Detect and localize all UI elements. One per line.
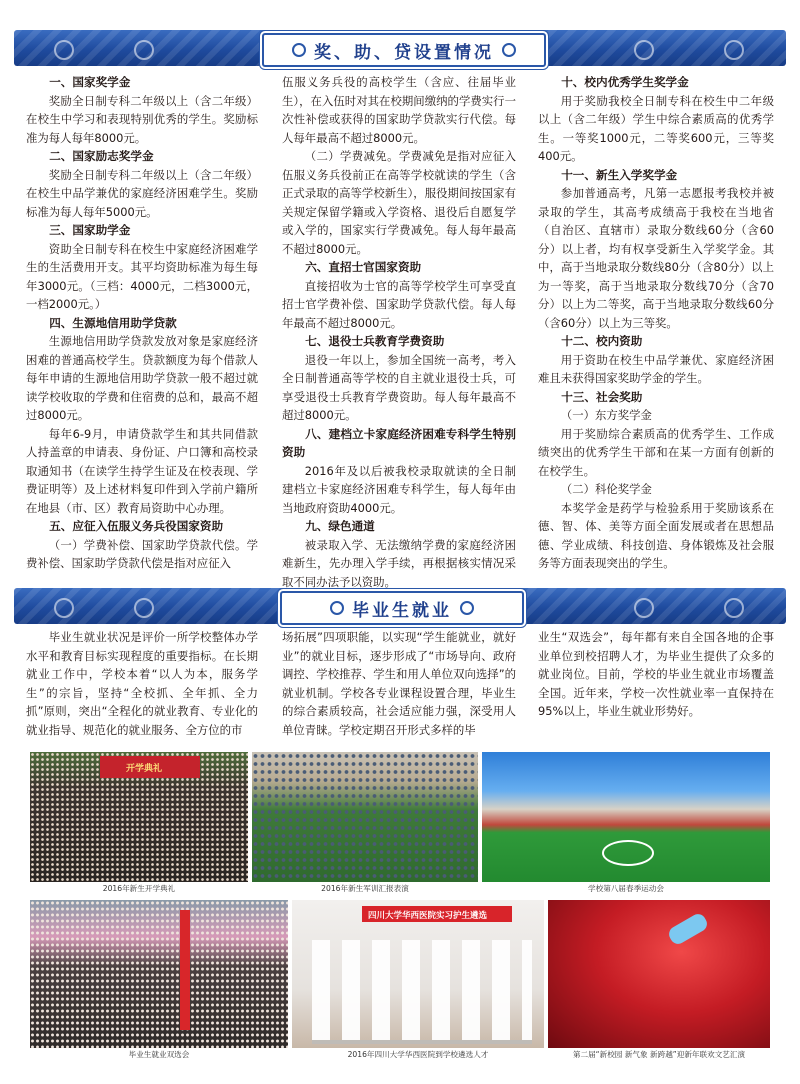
caption-military-training: 2016年新生军训汇报表演 <box>321 884 409 893</box>
photo-military-training <box>252 752 478 882</box>
text-dongfang-scholarship: 用于奖励综合素质高的优秀学生、工作成绩突出的优秀学生干部和在某一方面有创新的在校学生。 <box>538 426 774 478</box>
photo-job-fair <box>30 900 288 1048</box>
text-national-scholarship: 奖励全日制专科二年级以上（含二年级）在校生中学习和表现特别优秀的学生。奖励标准为每人每年8000元。 <box>26 93 258 145</box>
text-tuition-waiver: （二）学费减免。学费减免是指对应征入伍服义务兵役前正在高等学校就读的学生（含正式录取的高等学校新生），服役期间按国家有关规定保留学籍或入学资格、退役后自愿复学或入学的，国家实行学费减免。每人每年最高不超过8000元。 <box>282 149 516 256</box>
recruitment-banner-text: 四川大学华西医院实习护生遴选 <box>368 911 488 921</box>
photo-hospital-recruitment <box>292 900 544 1048</box>
section-title-employment: 毕业生就业 <box>352 600 452 621</box>
ceremony-stage-sign: 开学典礼 <box>126 764 163 774</box>
subheading-kelun-scholarship: （二）科伦奖学金 <box>560 482 652 496</box>
text-kelun-scholarship: 本奖学金是药学与检验系用于奖励该系在德、智、体、美等方面全面发展或者在思想品德、学业成绩、科技创造、身体锻炼及社会服务等方面表现突出的学生。 <box>538 500 774 570</box>
text-employment-2: 场拓展”四项职能，以实现“学生能就业，就好业”的就业目标，逐步形成了“市场导向、政府调控、学校推荐、学生和用人单位双向选择”的就业机制。学校各专业课程设置合理，毕业生的综合素质较高，社会适应能力强，深受用人单位青睐。学校定期召开形式多样的毕 <box>282 630 516 737</box>
heading-school-aid: 十二、校内资助 <box>561 334 643 348</box>
text-special-aid: 2016年及以后被我校录取就读的全日制建档立卡家庭经济困难专科学生，每人每年由当地政府资助4000元。 <box>282 463 516 515</box>
heading-veteran-aid: 七、退役士兵教育学费资助 <box>305 334 445 348</box>
plaque-ornament <box>460 601 474 615</box>
text-school-scholarship: 用于奖励我校全日制专科在校生中二年级以上（含二年级）学生中综合素质高的优秀学生。一等奖1000元，二等奖600元，三等奖400元。 <box>538 93 774 163</box>
banner-ornament <box>634 598 654 618</box>
text-school-aid: 用于资助在校生中品学兼优、家庭经济困难且未获得国家奖助学金的学生。 <box>538 352 774 385</box>
heading-social-aid: 十三、社会奖助 <box>561 389 643 404</box>
caption-opening-ceremony: 2016年新生开学典礼 <box>102 884 176 893</box>
heading-inspirational-scholarship: 二、国家励志奖学金 <box>49 149 154 163</box>
banner-ornament <box>134 40 154 60</box>
caption-sports-meet: 学校第八届春季运动会 <box>588 884 664 893</box>
caption-new-year-gala: 第二届“新校园 新气象 新跨越”迎新年联欢文艺汇演 <box>572 1050 746 1059</box>
section-banner-aid <box>14 30 786 66</box>
text-veteran-aid: 退役一年以上，参加全国统一高考，考入全日制普通高等学校的自主就业退役士兵，可享受退役士兵教育学费资助。每人每年最高不超过8000元。 <box>282 352 516 422</box>
text-inspirational-scholarship: 奖励全日制专科二年级以上（含二年级）在校生中品学兼优的家庭经济困难学生。奖励标准为每人每年5000元。 <box>26 167 258 219</box>
heading-national-grant: 三、国家助学金 <box>49 223 131 237</box>
section-title-plaque <box>280 591 524 625</box>
heading-direct-officer-aid: 六、直招士官国家资助 <box>305 260 422 274</box>
heading-green-channel: 九、绿色通道 <box>305 519 375 533</box>
heading-military-service-aid: 五、应征入伍服义务兵役国家资助 <box>49 519 224 533</box>
plaque-ornament <box>330 601 344 615</box>
text-military-service-aid: （一）学费补偿、国家助学贷款代偿。学费补偿、国家助学贷款代偿是指对应征入 <box>26 537 258 570</box>
heading-school-scholarship: 十、校内优秀学生奖学金 <box>561 75 689 89</box>
heading-national-scholarship: 一、国家奖学金 <box>49 75 131 89</box>
subheading-dongfang-scholarship: （一）东方奖学金 <box>560 408 652 422</box>
caption-job-fair: 毕业生就业双选会 <box>128 1050 190 1059</box>
text-employment-3: 业生“双选会”，每年都有来自全国各地的企事业单位到校招聘人才，为毕业生提供了众多的就业岗位。目前，学校的毕业生就业市场覆盖全国。近年来，学校一次性就业率一直保持在95%以上，毕业生就业形势好。 <box>538 630 774 718</box>
employment-column-1 <box>26 628 258 739</box>
job-fair-banner <box>180 910 190 1030</box>
text-green-channel: 被录取入学、无法缴纳学费的家庭经济困难新生，先办理入学手续，再根据核实情况采取不同办法予以资助。 <box>282 537 516 589</box>
employment-column-2 <box>282 628 516 739</box>
section-title-plaque <box>262 33 546 67</box>
plaque-ornament <box>502 43 516 57</box>
text-military-service-continued: 伍服义务兵役的高校学生（含应、往届毕业生），在入伍时对其在校期间缴纳的学费实行一次性补偿或获得的国家助学贷款实行代偿。每人每年最高不超过8000元。 <box>282 75 516 145</box>
text-national-grant: 资助全日制专科在校生中家庭经济困难学生的生活费用开支。其平均资助标准为每生每年3000元。（三档：4000元，二档3000元，一档2000元。） <box>26 241 258 311</box>
aid-column-2 <box>282 73 516 591</box>
sports-field-circle <box>602 840 654 866</box>
heading-student-loan: 四、生源地信用助学贷款 <box>49 315 177 330</box>
banner-ornament <box>54 40 74 60</box>
text-employment-1: 毕业生就业状况是评价一所学校整体办学水平和教育目标实现程度的重要指标。在长期就业工作中，学校本着“以人为本，服务学生”的宗旨，坚持“全校抓、全年抓、全力抓”原则，突出“全程化的就业教育、专业化的就业指导、规范化的就业服务、全方位的市 <box>26 630 258 737</box>
banner-ornament <box>724 598 744 618</box>
employment-column-3 <box>538 628 774 721</box>
aid-column-1 <box>26 73 258 573</box>
photo-opening-ceremony <box>30 752 248 882</box>
banner-ornament <box>134 598 154 618</box>
section-title-aid: 奖、助、贷设置情况 <box>314 42 494 63</box>
plaque-ornament <box>292 43 306 57</box>
aid-column-3 <box>538 73 774 573</box>
text-student-loan-procedure: 每年6-9月，申请贷款学生和其共同借款人持盖章的申请表、身份证、户口簿和高校录取通知书（在读学生持学生证及在校表现、学费证明等）及上述材料复印件到入学前户籍所在地县（市、区）教育局资助中心办理。 <box>26 426 258 515</box>
nurses-group <box>312 940 532 1044</box>
section-banner-employment <box>14 588 786 624</box>
photo-new-year-gala <box>548 900 770 1048</box>
banner-ornament <box>634 40 654 60</box>
caption-hospital-recruitment: 2016年四川大学华西医院到学校遴选人才 <box>347 1050 489 1059</box>
banner-ornament <box>54 598 74 618</box>
heading-freshman-scholarship: 十一、新生入学奖学金 <box>561 167 678 182</box>
text-direct-officer-aid: 直接招收为士官的高等学校学生可享受直招士官学费补偿、国家助学贷款代偿。每人每年最高不超过8000元。 <box>282 278 516 330</box>
heading-special-aid: 八、建档立卡家庭经济困难专科学生特别资助 <box>282 426 516 459</box>
banner-ornament <box>724 40 744 60</box>
photo-sports-meet <box>482 752 770 882</box>
text-student-loan: 生源地信用助学贷款发放对象是家庭经济困难的普通高校学生。贷款额度为每个借款人每年申请的生源地信用助学贷款一般不超过就读学校收取的学费和住宿费的总和，最高不超过8000元。 <box>26 334 258 422</box>
text-freshman-scholarship: 参加普通高考，凡第一志愿报考我校并被录取的学生，其高考成绩高于我校在当地省（自治区、直辖市）录取分数线60分（含60分）以上者，均有权享受新生入学奖学金。其中，高于当地录取分数线80分（含80分）以上为一等奖，高于当地录取分数线70分（含70分）以上为二等奖，高于当地录取分数线60分（含60分）以上为三等奖。 <box>538 186 774 330</box>
gala-performer <box>666 911 710 947</box>
